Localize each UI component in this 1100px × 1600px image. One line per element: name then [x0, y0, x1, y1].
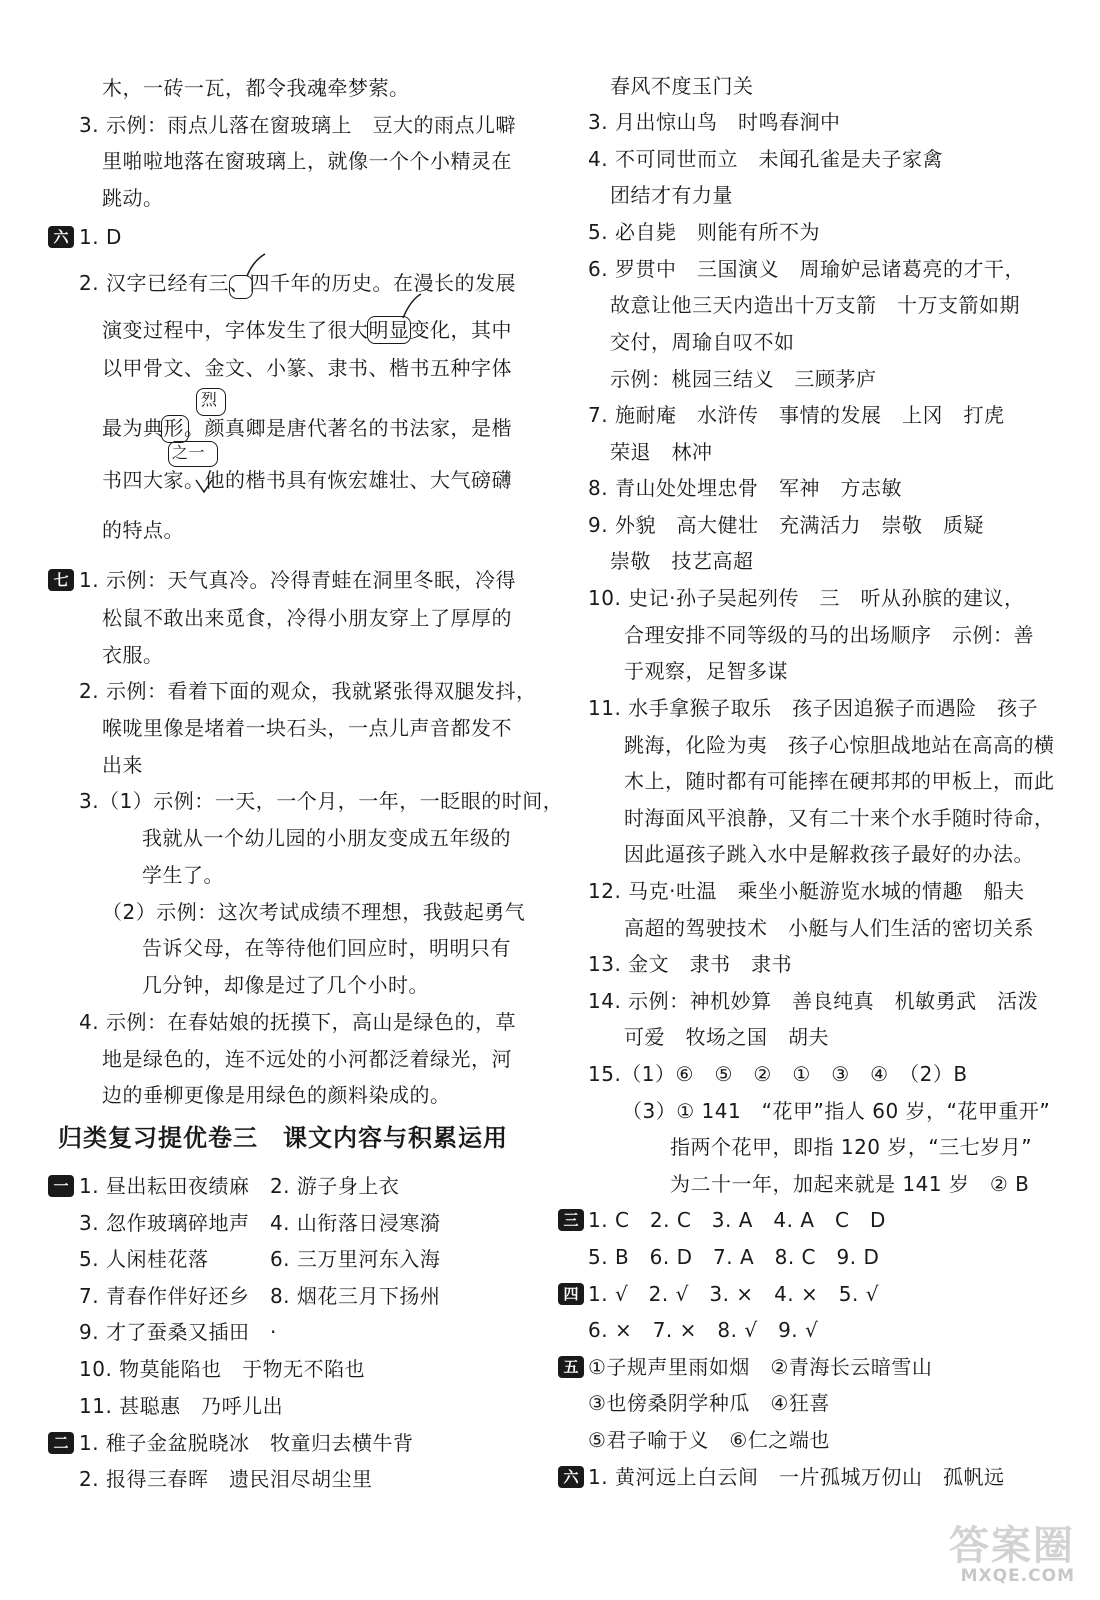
text-line: 于观察，足智多谋 — [624, 659, 788, 683]
watermark-logo — [905, 1525, 1075, 1585]
text-line: 14. 示例：神机妙算 善良纯真 机敏勇武 活泼 — [588, 989, 1039, 1013]
annotation-text: 烈 — [201, 390, 218, 409]
text-line: 高超的驾驶技术 小艇与人们生活的密切关系 — [624, 916, 1034, 940]
section-two-first: 二 1. 稚子金盆脱晓冰 牧童归去横牛背 — [48, 1425, 528, 1461]
text-line: 6. 罗贯中 三国演义 周瑜妒忌诸葛亮的才干， — [588, 257, 1025, 281]
text-line: 书四大家。他的楷书具有恢宏雄壮、大气磅礴 — [102, 468, 512, 492]
text-line: （3）① 141 “花甲”指人 60 岁，“花甲重开” — [622, 1099, 1051, 1123]
text-line: 木上，随时都有可能摔在硬邦邦的甲板上，而此 — [624, 769, 1055, 793]
text-line: 9. 才了蚕桑又插田 · — [79, 1320, 277, 1344]
text-line: 15.（1）⑥ ⑤ ② ① ③ ④ （2）B — [588, 1062, 968, 1086]
section-badge: 二 — [48, 1432, 74, 1454]
text-line: 5. B 6. D 7. A 8. C 9. D — [588, 1245, 880, 1269]
text-line: 3. 月出惊山鸟 时鸣春涧中 — [588, 110, 841, 134]
section-six-first: 六 1. D — [48, 219, 528, 255]
text-line: ⑤君子喻于义 ⑥仁之端也 — [588, 1428, 830, 1452]
text-line: 交付，周瑜自叹不如 — [610, 330, 795, 354]
text-line: 11. 水手拿猴子取乐 孩子因追猴子而遇险 孩子 — [588, 696, 1039, 720]
correction-circle — [229, 275, 253, 299]
text-line: 6. × 7. × 8. √ 9. √ — [588, 1318, 819, 1342]
text-line: 合理安排不同等级的马的出场顺序 示例：善 — [624, 623, 1034, 647]
text-line: 荣退 林冲 — [610, 440, 713, 464]
watermark-title: 答案圈 — [949, 1523, 1075, 1569]
section-badge: 六 — [48, 226, 74, 248]
text-line: （2）示例：这次考试成绩不理想，我鼓起勇气 — [102, 900, 526, 924]
text-line: 3.（1）示例：一天，一个月，一年，一眨眼的时间， — [79, 789, 564, 813]
text-line: 跳动。 — [102, 186, 164, 210]
section-heading: 归类复习提优卷三 课文内容与积累运用 — [58, 1124, 508, 1152]
section-badge: 七 — [48, 569, 74, 591]
annotation-text: 之一 — [172, 443, 206, 462]
correction-stroke — [244, 252, 268, 278]
text-line: 9. 外貌 高大健壮 充满活力 崇敬 质疑 — [588, 513, 984, 537]
text-line: 10. 物莫能陷也 于物无不陷也 — [79, 1357, 366, 1381]
section-badge: 一 — [48, 1175, 74, 1197]
text-line: 出来 — [102, 753, 143, 777]
text-line: 5. 人闲桂花落 6. 三万里河东入海 — [79, 1247, 441, 1271]
text-line: 5. 必自毙 则能有所不为 — [588, 220, 820, 244]
text-line: 跳海，化险为夷 孩子心惊胆战地站在高高的横 — [624, 733, 1055, 757]
text-line: 示例：桃园三结义 三顾茅庐 — [610, 367, 877, 391]
text-line: 地是绿色的，连不远处的小河都泛着绿光，河 — [102, 1047, 512, 1071]
text-line: 2. 报得三春晖 遗民泪尽胡尘里 — [79, 1467, 373, 1491]
text-line: 以甲骨文、金文、小篆、隶书、楷书五种字体 — [102, 356, 512, 380]
text-line: 因此逼孩子跳入水中是解救孩子最好的办法。 — [624, 842, 1034, 866]
text-line: 3. 忽作玻璃碎地声 4. 山衔落日浸寒漪 — [79, 1211, 441, 1235]
text-line: 的特点。 — [102, 518, 184, 542]
text-line: 几分钟，却像是过了几个小时。 — [142, 973, 429, 997]
section-one-first: 一 1. 昼出耘田夜绩麻 2. 游子身上衣 — [48, 1168, 528, 1204]
correction-circle — [367, 316, 411, 344]
text-line: 11. 甚聪惠 乃呼儿出 — [79, 1394, 284, 1418]
text-line: 崇敬 技艺高超 — [610, 549, 754, 573]
text-line: 学生了。 — [142, 863, 224, 887]
text-line: 8. 青山处处埋忠骨 军神 方志敏 — [588, 476, 902, 500]
section-five-first: 五 ①子规声里雨如烟 ②青海长云暗雪山 — [558, 1349, 1058, 1385]
text-line: 松鼠不敢出来觅食，冷得小朋友穿上了厚厚的 — [102, 606, 512, 630]
section-badge: 五 — [558, 1356, 584, 1378]
text-line: 我就从一个幼儿园的小朋友变成五年级的 — [142, 826, 511, 850]
text-line: ③也傍桑阴学种瓜 ④狂喜 — [588, 1391, 830, 1415]
text-line: 故意让他三天内造出十万支箭 十万支箭如期 — [610, 293, 1020, 317]
caret-mark — [194, 478, 214, 494]
text-line: 可爱 牧场之国 胡夫 — [624, 1025, 829, 1049]
section-badge: 四 — [558, 1283, 584, 1305]
text-line: 7. 青春作伴好还乡 8. 烟花三月下扬州 — [79, 1284, 441, 1308]
section-badge: 三 — [558, 1209, 584, 1231]
text-line: 10. 史记·孙子吴起列传 三 听从孙膑的建议， — [588, 586, 1025, 610]
text-line: 7. 施耐庵 水浒传 事情的发展 上冈 打虎 — [588, 403, 1005, 427]
text-line: 4. 示例：在春姑娘的抚摸下，高山是绿色的，草 — [79, 1010, 516, 1034]
section-three-first: 三 1. C 2. C 3. A 4. A C D — [558, 1202, 1058, 1238]
text-line: 最为典形。颜真卿是唐代著名的书法家，是楷 — [102, 416, 512, 440]
text-line: 边的垂柳更像是用绿色的颜料染成的。 — [102, 1083, 451, 1107]
text-line: 团结才有力量 — [610, 183, 733, 207]
section-seven-first: 七 1. 示例：天气真冷。冷得青蛙在洞里冬眠，冷得 — [48, 562, 528, 598]
correction-stroke — [400, 292, 424, 320]
section-four-first: 四 1. √ 2. √ 3. × 4. × 5. √ — [558, 1276, 1058, 1312]
text-line: 2. 汉字已经有三、四千年的历史。在漫长的发展 — [79, 271, 516, 295]
text-line: 指两个花甲，即指 120 岁，“三七岁月” — [670, 1135, 1033, 1159]
text-line: 喉咙里像是堵着一块石头，一点儿声音都发不 — [102, 716, 512, 740]
section-badge: 六 — [558, 1466, 584, 1488]
text-line: 告诉父母，在等待他们回应时，明明只有 — [142, 936, 511, 960]
text-line: 衣服。 — [102, 643, 164, 667]
text-line: 为二十一年，加起来就是 141 岁 ② B — [670, 1172, 1030, 1196]
text-line: 演变过程中，字体发生了很大明显变化，其中 — [102, 318, 512, 342]
watermark-url: MXQE.COM — [960, 1566, 1075, 1586]
section-six-second: 六 1. 黄河远上白云间 一片孤城万仞山 孤帆远 — [558, 1459, 1058, 1495]
text-line: 时海面风平浪静，又有二十来个水手随时待命， — [624, 806, 1055, 830]
text-line: 3. 示例：雨点儿落在窗玻璃上 豆大的雨点儿噼 — [79, 113, 516, 137]
text-line: 木，一砖一瓦，都令我魂牵梦萦。 — [102, 76, 410, 100]
text-line: 4. 不可同世而立 未闻孔雀是夫子家禽 — [588, 147, 943, 171]
text-line: 里啪啦地落在窗玻璃上，就像一个个小精灵在 — [102, 149, 512, 173]
text-line: 13. 金文 隶书 隶书 — [588, 952, 793, 976]
text-line: 12. 马克·吐温 乘坐小艇游览水城的情趣 船夫 — [588, 879, 1025, 903]
text-line: 2. 示例：看着下面的观众，我就紧张得双腿发抖， — [79, 679, 537, 703]
text-line: 春风不度玉门关 — [610, 74, 754, 98]
